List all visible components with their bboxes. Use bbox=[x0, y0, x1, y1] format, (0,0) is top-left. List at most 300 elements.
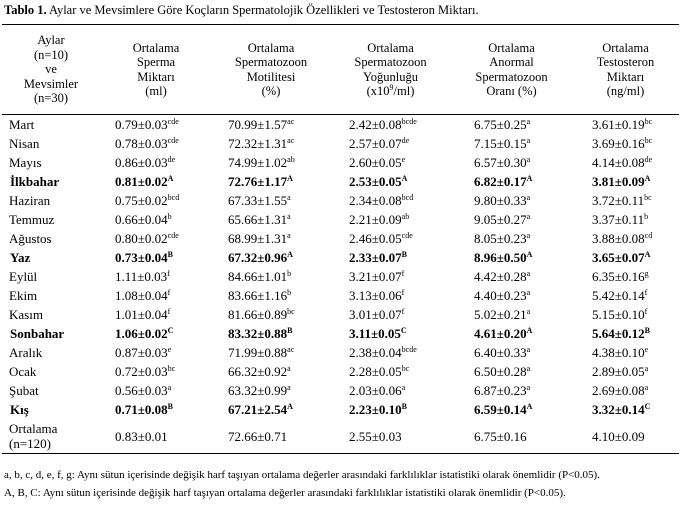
value-cell bbox=[572, 286, 679, 305]
month-row bbox=[2, 229, 679, 248]
significance-letter: bc bbox=[644, 117, 653, 126]
month-row bbox=[2, 267, 679, 286]
significance-letter: a bbox=[526, 193, 531, 202]
significance-letter: A bbox=[644, 250, 651, 259]
cell-value: 0.75±0.02 bbox=[115, 193, 168, 208]
header-motility bbox=[212, 25, 330, 115]
header-line: Spermatozoon bbox=[234, 55, 308, 69]
value-cell bbox=[451, 305, 572, 324]
header-line: Spermatozoon bbox=[475, 69, 548, 84]
cell-value: 8.96±0.50 bbox=[474, 250, 527, 265]
month-row bbox=[2, 381, 679, 400]
value-cell bbox=[330, 343, 451, 362]
header-line: Ortalama bbox=[132, 40, 180, 55]
value-cell bbox=[100, 248, 212, 267]
significance-letter: bc bbox=[287, 307, 295, 316]
cell-value: 72.76±1.17 bbox=[228, 174, 288, 189]
cell-value: 2.34±0.08 bbox=[349, 193, 402, 208]
value-cell bbox=[451, 267, 572, 286]
month-row bbox=[2, 305, 679, 324]
row-label: Kış bbox=[10, 402, 29, 417]
significance-letter: f bbox=[167, 269, 170, 278]
cell-value: 3.81±0.09 bbox=[592, 174, 645, 189]
cell-value: 67.33±1.55 bbox=[228, 193, 288, 208]
value-cell bbox=[212, 115, 330, 135]
value-cell bbox=[572, 191, 679, 210]
table-caption bbox=[4, 3, 479, 18]
value-cell bbox=[100, 267, 212, 286]
header-line: Ortalama bbox=[602, 40, 649, 55]
cell-value: 0.66±0.04 bbox=[115, 212, 168, 227]
cell-value: 6.35±0.16 bbox=[592, 269, 645, 284]
significance-letter: de bbox=[644, 155, 653, 164]
significance-letter: a bbox=[526, 117, 531, 126]
cell-value: 0.71±0.08 bbox=[115, 402, 168, 417]
value-cell bbox=[572, 324, 679, 343]
season-row bbox=[2, 248, 679, 267]
value-cell bbox=[212, 286, 330, 305]
value-cell bbox=[451, 191, 572, 210]
caption-text: Aylar ve Mevsimlere Göre Koçların Spermatolojik Özellikleri ve Testosteron Miktarı. bbox=[46, 3, 479, 17]
value-cell bbox=[451, 134, 572, 153]
row-label: Eylül bbox=[9, 269, 38, 284]
cell-value: 6.75±0.25 bbox=[474, 117, 527, 132]
significance-letter: f bbox=[167, 307, 171, 316]
significance-letter: bcde bbox=[401, 117, 417, 126]
significance-letter: a bbox=[526, 155, 531, 164]
significance-letter: B bbox=[167, 402, 173, 411]
cell-value: 2.69±0.08 bbox=[592, 383, 645, 398]
significance-letter: e bbox=[401, 155, 406, 164]
significance-letter: a bbox=[167, 383, 172, 392]
significance-letter: A bbox=[287, 174, 293, 183]
cell-value: 6.59±0.14 bbox=[474, 402, 527, 417]
significance-letter: A bbox=[167, 174, 174, 183]
significance-letter: b bbox=[287, 269, 292, 278]
value-cell bbox=[330, 362, 451, 381]
value-cell bbox=[212, 362, 330, 381]
value-cell bbox=[572, 381, 679, 400]
significance-letter: ab bbox=[401, 212, 410, 221]
row-label: Şubat bbox=[9, 383, 39, 398]
significance-letter: C bbox=[400, 326, 407, 335]
value-cell bbox=[212, 267, 330, 286]
cell-value: 6.57±0.30 bbox=[474, 155, 527, 170]
significance-letter: cde bbox=[167, 117, 179, 126]
cell-value: 2.55±0.03 bbox=[349, 428, 402, 444]
significance-letter: g bbox=[644, 269, 649, 278]
cell-value: 1.01±0.04 bbox=[115, 307, 168, 322]
cell-value: 0.72±0.03 bbox=[115, 364, 168, 379]
value-cell bbox=[330, 191, 451, 210]
significance-letter: ac bbox=[287, 345, 295, 354]
value-cell bbox=[451, 153, 572, 172]
header-line: (ml) bbox=[145, 84, 167, 98]
significance-letter: a bbox=[526, 231, 531, 240]
significance-letter: de bbox=[167, 155, 176, 164]
value-cell bbox=[330, 115, 451, 135]
value-cell bbox=[572, 115, 679, 135]
header-line: Anormal bbox=[489, 55, 534, 69]
significance-letter: a bbox=[526, 383, 531, 392]
value-cell bbox=[572, 134, 679, 153]
value-cell bbox=[100, 343, 212, 362]
header-line: ve bbox=[45, 62, 57, 77]
significance-letter: a bbox=[526, 345, 531, 354]
cell-value: 5.64±0.12 bbox=[592, 326, 645, 341]
value-cell bbox=[451, 286, 572, 305]
cell-value: 2.28±0.05 bbox=[349, 364, 402, 379]
value-cell bbox=[100, 419, 212, 454]
value-cell bbox=[212, 324, 330, 343]
value-cell bbox=[572, 419, 679, 454]
cell-value: 2.38±0.04 bbox=[349, 345, 402, 360]
value-cell bbox=[451, 400, 572, 419]
season-row bbox=[2, 324, 679, 343]
significance-letter: A bbox=[287, 250, 293, 259]
significance-letter: A bbox=[526, 326, 533, 335]
value-cell bbox=[212, 191, 330, 210]
cell-value: 0.87±0.03 bbox=[115, 345, 168, 360]
significance-letter: A bbox=[526, 402, 533, 411]
cell-value: 0.83±0.01 bbox=[115, 428, 168, 444]
row-label: Yaz bbox=[10, 250, 31, 265]
significance-letter: a bbox=[287, 212, 291, 221]
significance-letter: bcde bbox=[401, 345, 417, 354]
significance-letter: a bbox=[526, 136, 531, 145]
cell-value: 6.75±0.16 bbox=[474, 428, 527, 444]
value-cell bbox=[451, 362, 572, 381]
value-cell bbox=[212, 210, 330, 229]
header-line: Ortalama bbox=[247, 40, 295, 55]
value-cell bbox=[212, 400, 330, 419]
cell-value: 3.37±0.11 bbox=[592, 212, 645, 227]
cell-value: 3.88±0.08 bbox=[592, 231, 645, 246]
month-row bbox=[2, 286, 679, 305]
row-label: Temmuz bbox=[9, 212, 55, 227]
value-cell bbox=[330, 134, 451, 153]
header-row bbox=[2, 25, 679, 115]
header-line: (ng/ml) bbox=[606, 84, 645, 98]
cell-value: 3.72±0.11 bbox=[592, 193, 645, 208]
cell-value: 6.82±0.17 bbox=[474, 174, 527, 189]
significance-letter: e bbox=[644, 345, 649, 354]
value-cell bbox=[572, 267, 679, 286]
significance-letter: B bbox=[401, 250, 407, 259]
row-label: Mart bbox=[9, 117, 35, 132]
value-cell bbox=[451, 248, 572, 267]
cell-value: 5.42±0.14 bbox=[592, 288, 645, 303]
cell-value: 83.32±0.88 bbox=[228, 326, 288, 341]
value-cell bbox=[100, 210, 212, 229]
row-label: Haziran bbox=[9, 193, 51, 208]
cell-value: 83.66±1.16 bbox=[228, 288, 288, 303]
overall-row bbox=[2, 419, 679, 454]
value-cell bbox=[451, 381, 572, 400]
significance-letter: a bbox=[526, 269, 531, 278]
cell-value: 9.80±0.33 bbox=[474, 193, 527, 208]
row-label: Nisan bbox=[9, 136, 40, 151]
significance-letter: cde bbox=[167, 231, 179, 240]
cell-value: 3.01±0.07 bbox=[349, 307, 402, 322]
value-cell bbox=[451, 419, 572, 454]
cell-value: 3.13±0.06 bbox=[349, 288, 402, 303]
row-label: Aralık bbox=[9, 345, 43, 360]
significance-letter: A bbox=[644, 174, 651, 183]
significance-letter: a bbox=[644, 364, 649, 373]
value-cell bbox=[330, 400, 451, 419]
season-row bbox=[2, 172, 679, 191]
significance-letter: f bbox=[644, 288, 648, 297]
significance-letter: bc bbox=[644, 136, 653, 145]
significance-letter: b bbox=[644, 212, 649, 221]
value-cell bbox=[330, 210, 451, 229]
cell-value: 6.40±0.33 bbox=[474, 345, 527, 360]
cell-value: 9.05±0.27 bbox=[474, 212, 527, 227]
value-cell bbox=[100, 191, 212, 210]
value-cell bbox=[330, 324, 451, 343]
significance-letter: bc bbox=[644, 193, 652, 202]
value-cell bbox=[451, 210, 572, 229]
header-density bbox=[330, 25, 451, 115]
footnote-lowercase: a, b, c, d, e, f, g: Aynı sütun içerisinde değişik harf taşıyan ortalama değerler arasındaki farklılıklar istatistiki olarak önemlidir (P<0.05). bbox=[4, 469, 600, 481]
month-row bbox=[2, 210, 679, 229]
value-cell bbox=[330, 305, 451, 324]
cell-value: 0.80±0.02 bbox=[115, 231, 168, 246]
cell-value: 0.81±0.02 bbox=[115, 174, 168, 189]
cell-value: 5.02±0.21 bbox=[474, 307, 527, 322]
value-cell bbox=[451, 172, 572, 191]
cell-value: 2.60±0.05 bbox=[349, 155, 402, 170]
cell-value: 3.69±0.16 bbox=[592, 136, 645, 151]
value-cell bbox=[572, 362, 679, 381]
significance-letter: A bbox=[401, 174, 408, 183]
cell-value: 2.23±0.10 bbox=[349, 402, 402, 417]
significance-letter: de bbox=[401, 136, 410, 145]
significance-letter: a bbox=[287, 193, 291, 202]
value-cell bbox=[212, 229, 330, 248]
cell-value: 6.87±0.23 bbox=[474, 383, 527, 398]
value-cell bbox=[330, 172, 451, 191]
significance-letter: cde bbox=[401, 231, 413, 240]
value-cell bbox=[451, 229, 572, 248]
cell-value: 71.99±0.88 bbox=[228, 345, 288, 360]
cell-value: 2.57±0.07 bbox=[349, 136, 402, 151]
value-cell bbox=[212, 248, 330, 267]
value-cell bbox=[100, 229, 212, 248]
header-line: Aylar bbox=[37, 33, 65, 48]
significance-letter: a bbox=[526, 288, 531, 297]
value-cell bbox=[100, 362, 212, 381]
value-cell bbox=[100, 115, 212, 135]
significance-letter: ab bbox=[287, 155, 295, 164]
significance-letter: b bbox=[167, 212, 172, 221]
value-cell bbox=[451, 343, 572, 362]
value-cell bbox=[212, 134, 330, 153]
cell-value: 84.66±1.01 bbox=[228, 269, 288, 284]
value-cell bbox=[572, 400, 679, 419]
header-line: $(x10^9/ml)$ bbox=[366, 83, 415, 98]
value-cell bbox=[100, 305, 212, 324]
value-cell bbox=[572, 305, 679, 324]
cell-value: 4.42±0.28 bbox=[474, 269, 527, 284]
cell-value: 72.66±0.71 bbox=[228, 428, 288, 444]
cell-value: 3.11±0.05 bbox=[349, 326, 401, 341]
header-line: Miktarı bbox=[606, 69, 645, 84]
cell-value: 1.11±0.03 bbox=[115, 269, 168, 284]
significance-letter: f bbox=[167, 288, 171, 297]
significance-letter: bcd bbox=[167, 193, 180, 202]
significance-letter: A bbox=[526, 174, 533, 183]
cell-value: 4.10±0.09 bbox=[592, 428, 645, 444]
significance-letter: bc bbox=[167, 364, 176, 373]
significance-letter: f bbox=[401, 269, 405, 278]
value-cell bbox=[330, 153, 451, 172]
month-row bbox=[2, 343, 679, 362]
significance-letter: b bbox=[287, 288, 292, 297]
significance-letter: ac bbox=[287, 136, 295, 145]
header-line: Testosteron bbox=[596, 55, 655, 69]
significance-letter: cd bbox=[644, 231, 653, 240]
significance-letter: B bbox=[401, 402, 407, 411]
header-line: (n=30) bbox=[33, 91, 69, 106]
header-line: (%) bbox=[261, 84, 281, 98]
value-cell bbox=[572, 210, 679, 229]
season-row bbox=[2, 400, 679, 419]
cell-value: 2.21±0.09 bbox=[349, 212, 402, 227]
significance-letter: a bbox=[526, 212, 531, 221]
row-label: Ekim bbox=[9, 288, 38, 303]
significance-letter: bcd bbox=[401, 193, 414, 202]
significance-letter: cde bbox=[167, 136, 179, 145]
significance-letter: B bbox=[167, 250, 173, 259]
cell-value: 4.40±0.23 bbox=[474, 288, 527, 303]
month-row bbox=[2, 134, 679, 153]
row-label: İlkbahar bbox=[10, 174, 60, 189]
value-cell bbox=[572, 229, 679, 248]
header-line: Motilitesi bbox=[246, 69, 296, 84]
significance-letter: f bbox=[401, 288, 405, 297]
significance-letter: a bbox=[287, 364, 291, 373]
value-cell bbox=[212, 419, 330, 454]
significance-letter: a bbox=[401, 383, 406, 392]
cell-value: 2.46±0.05 bbox=[349, 231, 402, 246]
cell-value: 65.66±1.31 bbox=[228, 212, 288, 227]
header-line: Yoğunluğu bbox=[363, 69, 418, 84]
row-label: Mayıs bbox=[9, 155, 42, 170]
significance-letter: a bbox=[526, 364, 531, 373]
significance-letter: a bbox=[526, 307, 531, 316]
cell-value: 3.65±0.07 bbox=[592, 250, 645, 265]
month-row bbox=[2, 153, 679, 172]
data-table bbox=[2, 24, 679, 454]
value-cell bbox=[572, 248, 679, 267]
cell-value: 74.99±1.02 bbox=[228, 155, 288, 170]
value-cell bbox=[330, 381, 451, 400]
significance-letter: A bbox=[287, 402, 293, 411]
value-cell bbox=[100, 286, 212, 305]
footnote-uppercase: A, B, C: Aynı sütun içerisinde değişik harf taşıyan ortalama değerler arasındaki farklılıklar istatistiki olarak önemlidir (P<0.05). bbox=[4, 487, 566, 499]
header-line: Spermatozoon bbox=[354, 55, 427, 69]
month-row bbox=[2, 115, 679, 135]
cell-value: 1.06±0.02 bbox=[115, 326, 168, 341]
value-cell bbox=[451, 115, 572, 135]
significance-letter: a bbox=[644, 383, 649, 392]
significance-letter: C bbox=[644, 402, 651, 411]
row-label: Ocak bbox=[9, 364, 37, 379]
value-cell bbox=[212, 343, 330, 362]
cell-value: 0.56±0.03 bbox=[115, 383, 168, 398]
value-cell bbox=[572, 172, 679, 191]
value-cell bbox=[100, 153, 212, 172]
row-label: Kasım bbox=[9, 307, 43, 322]
significance-letter: e bbox=[167, 345, 172, 354]
cell-value: 0.78±0.03 bbox=[115, 136, 168, 151]
table-body bbox=[2, 115, 679, 454]
cell-value: 3.32±0.14 bbox=[592, 402, 645, 417]
header-line: Ortalama bbox=[367, 40, 414, 55]
row-label: Ağustos bbox=[9, 231, 52, 246]
significance-letter: a bbox=[287, 383, 291, 392]
cell-value: 3.21±0.07 bbox=[349, 269, 402, 284]
cell-value: 7.15±0.15 bbox=[474, 136, 527, 151]
header-line: Oranı (%) bbox=[486, 84, 537, 98]
cell-value: 8.05±0.23 bbox=[474, 231, 527, 246]
value-cell bbox=[572, 343, 679, 362]
significance-letter: A bbox=[526, 250, 533, 259]
value-cell bbox=[330, 286, 451, 305]
exponent: 9 bbox=[389, 83, 394, 92]
cell-value: 4.61±0.20 bbox=[474, 326, 527, 341]
header-semen-volume bbox=[100, 25, 212, 115]
cell-value: 3.61±0.19 bbox=[592, 117, 645, 132]
month-row bbox=[2, 362, 679, 381]
header-line: Sperma bbox=[136, 55, 176, 69]
value-cell bbox=[100, 400, 212, 419]
significance-letter: f bbox=[401, 307, 405, 316]
value-cell bbox=[212, 153, 330, 172]
value-cell bbox=[330, 229, 451, 248]
cell-value: 4.14±0.08 bbox=[592, 155, 645, 170]
significance-letter: f bbox=[644, 307, 648, 316]
value-cell bbox=[100, 381, 212, 400]
cell-value: 4.38±0.10 bbox=[592, 345, 645, 360]
cell-value: 2.42±0.08 bbox=[349, 117, 402, 132]
cell-value: 70.99±1.57 bbox=[228, 117, 288, 132]
header-line: Mevsimler bbox=[23, 76, 79, 91]
cell-value: 67.21±2.54 bbox=[228, 402, 288, 417]
value-cell bbox=[572, 153, 679, 172]
month-row bbox=[2, 191, 679, 210]
value-cell bbox=[330, 267, 451, 286]
header-abnormal-ratio bbox=[451, 25, 572, 115]
header-line: Ortalama bbox=[488, 40, 535, 55]
row-label: Sonbahar bbox=[10, 326, 65, 341]
significance-letter: ac bbox=[287, 117, 295, 126]
significance-letter: B bbox=[644, 326, 650, 335]
cell-value: 72.32±1.31 bbox=[228, 136, 288, 151]
value-cell bbox=[212, 381, 330, 400]
caption-label: Tablo 1. bbox=[4, 3, 47, 17]
header-line: Miktarı bbox=[137, 69, 175, 84]
value-cell bbox=[100, 172, 212, 191]
row-label: Ortalama (n=120) bbox=[9, 421, 58, 451]
cell-value: 5.15±0.10 bbox=[592, 307, 645, 322]
significance-letter: B bbox=[287, 326, 293, 335]
significance-letter: a bbox=[287, 231, 291, 240]
significance-letter: C bbox=[167, 326, 174, 335]
cell-value: 2.33±0.07 bbox=[349, 250, 402, 265]
